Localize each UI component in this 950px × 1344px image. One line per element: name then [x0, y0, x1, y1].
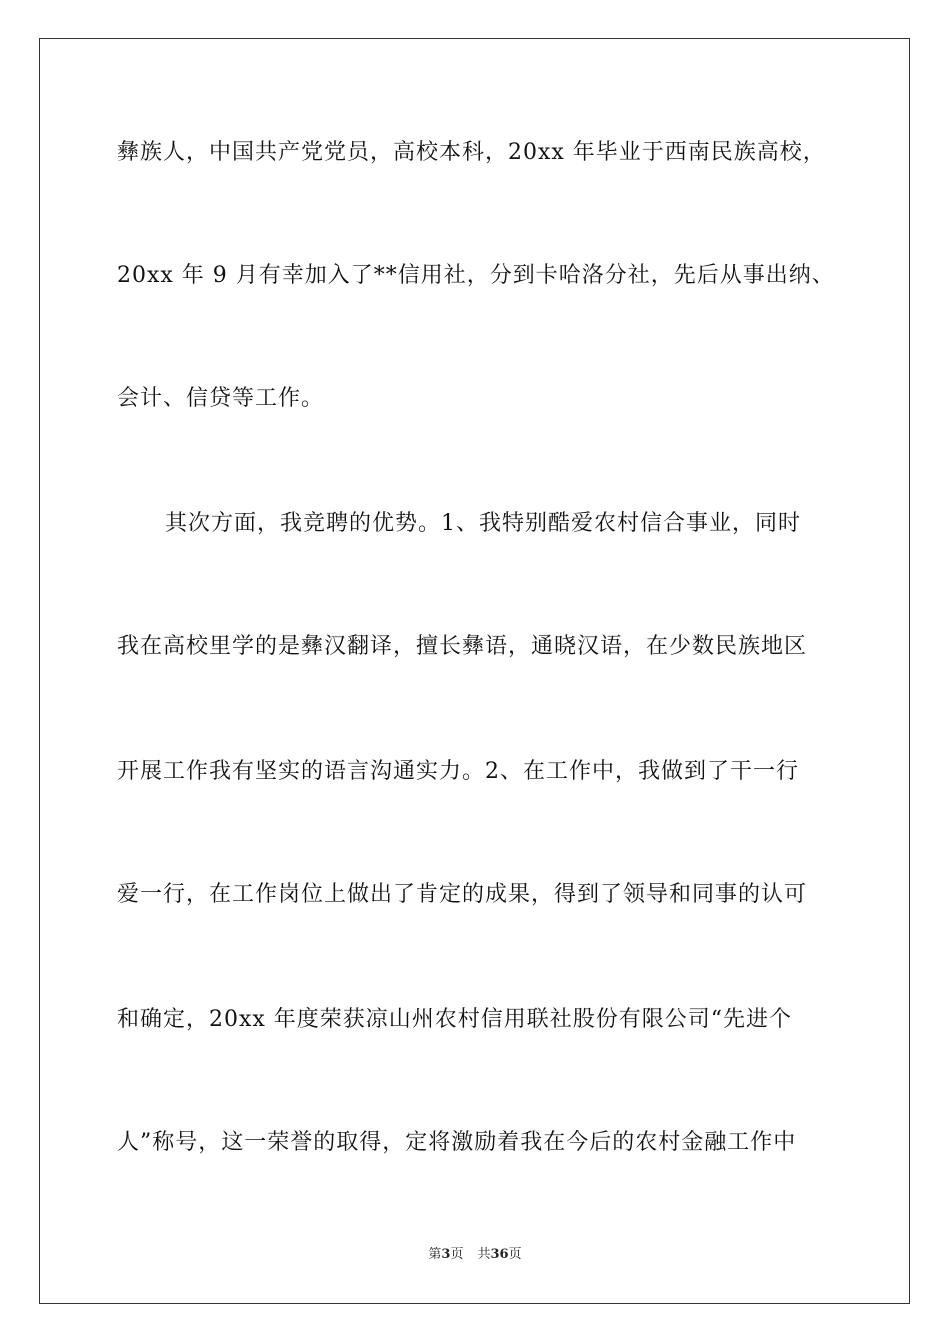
paragraph-line: 彝族人，中国共产党党员，高校本科，20xx 年毕业于西南民族高校，: [117, 140, 826, 165]
page-label: [428, 1246, 463, 1264]
paragraph-line: 其次方面，我竞聘的优势。1、我特别酷爱农村信合事业，同时: [165, 511, 801, 536]
page-footer: [0, 1246, 950, 1264]
total-suffix: 页: [508, 1247, 522, 1262]
paragraph-line: 开展工作我有坚实的语言沟通实力。2、在工作中，我做到了干一行: [117, 759, 799, 784]
total-prefix: 共: [477, 1247, 491, 1262]
paragraph-line: 人”称号，这一荣誉的取得，定将激励着我在今后的农村金融工作中: [117, 1130, 797, 1155]
paragraph-line: 爱一行，在工作岗位上做出了肯定的成果，得到了领导和同事的认可: [117, 882, 808, 907]
paragraph-line: 20xx 年 9 月有幸加入了**信用社，分到卡哈洛分社，先后从事出纳、: [117, 263, 835, 288]
paragraph-line: 和确定，20xx 年度荣获凉山州农村信用联社股份有限公司“先进个: [117, 1007, 793, 1032]
page-number: 3: [441, 1247, 451, 1262]
paragraph-line: 会计、信贷等工作。: [117, 386, 325, 411]
page-border: [39, 38, 910, 1304]
page-suffix: 页: [450, 1247, 464, 1262]
total-label: [477, 1246, 521, 1264]
paragraph-line: 我在高校里学的是彝汉翻译，擅长彝语，通晓汉语，在少数民族地区: [117, 634, 808, 659]
page-prefix: 第: [428, 1247, 442, 1262]
total-pages: 36: [490, 1247, 509, 1262]
